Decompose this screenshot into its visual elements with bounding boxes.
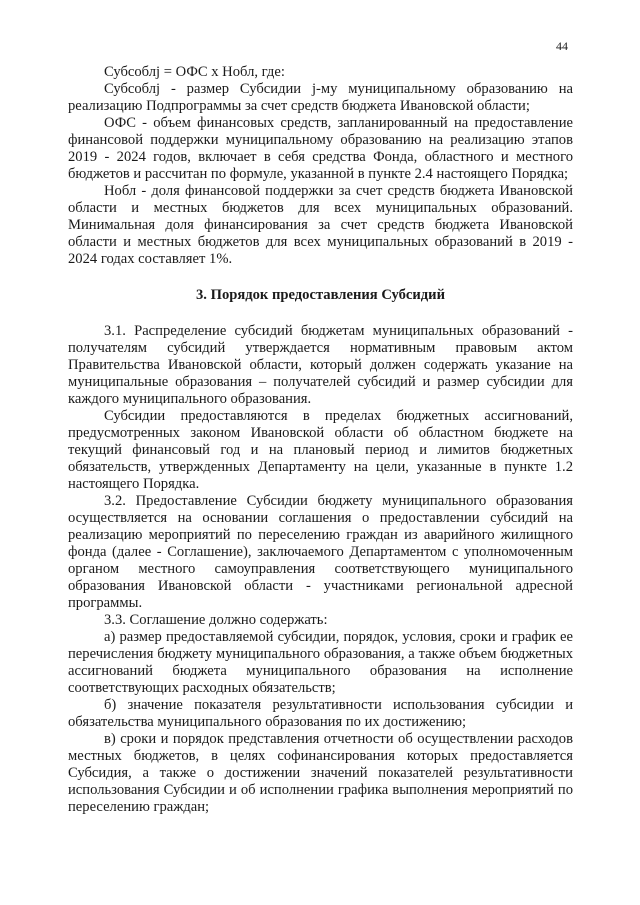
section-heading: 3. Порядок предоставления Субсидий bbox=[196, 287, 445, 303]
formula-definition-nobl: Нобл - доля финансовой поддержки за счет средств бюджета Ивановской области и местных бюджетов для всех муниципальных образований. Минимальная доля финансирования за счет средств бюджета Ивановской области и местных бюджетов для всех муниципальных образований в 2019 - 2024 годах составляет 1%. bbox=[68, 183, 573, 267]
formula-equation: Субсоблj = ОФС х Нобл, где: bbox=[104, 64, 285, 80]
paragraph-3-3-b: б) значение показателя результативности использования субсидии и обязательства муниципального образования по их достижению; bbox=[68, 697, 573, 730]
paragraph-3-3: 3.3. Соглашение должно содержать: bbox=[104, 612, 328, 628]
page-number: 44 bbox=[556, 39, 568, 53]
page-body bbox=[68, 64, 573, 816]
paragraph-3-2: 3.2. Предоставление Субсидии бюджету муниципального образования осуществляется на основании соглашения о предоставлении субсидий на реализацию мероприятий по переселению граждан из аварийного жилищного фонда (далее - Соглашение), заключаемого Департаментом с уполномоченным органом местного самоуправления соответствующего муниципального образования Ивановской области - участниками региональной адресной программы. bbox=[68, 493, 573, 611]
formula-definition-ofs: ОФС - объем финансовых средств, запланированный на предоставление финансовой поддержки муниципальному образованию на реализацию этапов 2019 - 2024 годов, включает в себя средства Фонда, областного и местного бюджетов и рассчитан по формуле, указанной в пункте 2.4 настоящего Порядка; bbox=[68, 115, 573, 182]
paragraph-3-3-a: а) размер предоставляемой субсидии, порядок, условия, сроки и график ее перечисления бюджету муниципального образования, а также объем бюджетных ассигнований бюджета муниципального образования на исполнение соответствующих расходных обязательств; bbox=[68, 629, 573, 696]
formula-definition-subsidy: Субсоблj - размер Субсидии j-му муниципальному образованию на реализацию Подпрограммы за счет средств бюджета Ивановской области; bbox=[68, 81, 573, 114]
paragraph-3-1: 3.1. Распределение субсидий бюджетам муниципальных образований - получателям субсидий утверждается нормативным правовым актом Правительства Ивановской области, который должен содержать указание на муниципальные образования – получателей субсидий и размер субсидии для каждого муниципального образования. bbox=[68, 323, 573, 407]
paragraph-3-3-v: в) сроки и порядок представления отчетности об осуществлении расходов местных бюджетов, в целях софинансирования которых предоставляется Субсидия, а также о достижении значений показателей результативности использования Субсидии и об исполнении графика выполнения мероприятий по переселению граждан; bbox=[68, 731, 573, 815]
paragraph-subsidies-limits: Субсидии предоставляются в пределах бюджетных ассигнований, предусмотренных законом Ивановской области об областном бюджете на текущий финансовый год и на плановый период и лимитов бюджетных обязательств, утвержденных Департаменту на цели, указанные в пункте 1.2 настоящего Порядка. bbox=[68, 408, 573, 492]
